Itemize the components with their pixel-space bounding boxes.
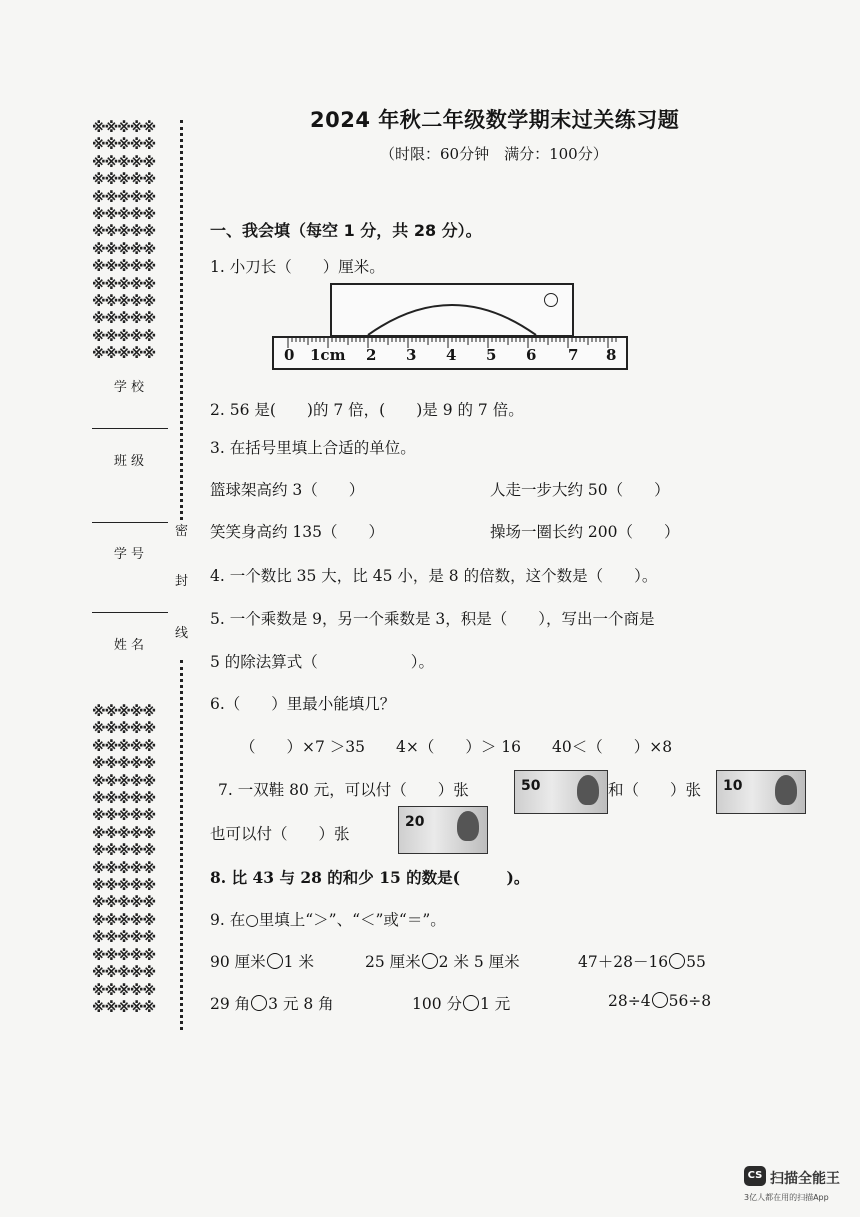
ruler-label-2: 2 xyxy=(366,346,377,364)
ruler-label-1: 1cm xyxy=(310,346,346,364)
question-5-line1: 5. 一个乘数是 9，另一个乘数是 3，积是（ ），写出一个商是 xyxy=(210,610,655,628)
q3-item-3: 笑笑身高约 135（ ） xyxy=(210,523,385,541)
ruler-label-0: 0 xyxy=(284,346,295,364)
question-7-part-a: 7. 一双鞋 80 元，可以付（ ）张 xyxy=(218,781,469,799)
camscanner-tagline: 3亿人都在用的扫描App xyxy=(744,1193,829,1202)
q9-right-6: 56÷8 xyxy=(668,992,712,1010)
question-8: 8. 比 43 与 28 的和少 15 的数是( )。 xyxy=(210,868,530,887)
q6-items: （ ）×7 ＞35 4×（ ）＞ 16 40＜（ ）×8 xyxy=(240,738,673,756)
ruler-label-4: 4 xyxy=(446,346,457,364)
name-label: 姓 名 xyxy=(113,638,145,653)
x-pattern-bottom: ※※※※※ ※※※※※ ※※※※※ ※※※※※ ※※※※※ ※※※※※ ※※※※※ ※※※※※ ※※※※※ ※※※※※ ※※※※※ ※※※※※ ※※※※※ ※※※※※ ※※※※※ ※※※※※ ※※※※※ ※※※※※ xyxy=(92,704,156,1016)
question-7-part-b: 和（ ）张 xyxy=(608,781,702,799)
compare-circle[interactable] xyxy=(463,995,479,1011)
banknote-50 xyxy=(514,770,608,814)
q9-right-4: 3 元 8 角 xyxy=(268,995,334,1013)
banknote-10 xyxy=(716,770,806,814)
banknote-10-value: 10 xyxy=(723,778,743,794)
q9-left-6: 28÷4 xyxy=(608,992,651,1010)
seal-dotted-line-bottom xyxy=(180,660,183,1030)
seal-char-mi: 密 xyxy=(175,524,189,539)
section-heading: 一、我会填（每空 1 分，共 28 分）。 xyxy=(210,221,482,240)
question-9: 9. 在○里填上“＞”、“＜”或“＝”。 xyxy=(210,911,446,929)
seal-char-xian: 线 xyxy=(175,626,189,641)
q9-right-2: 2 米 5 厘米 xyxy=(438,953,520,971)
q9-right-1: 1 米 xyxy=(283,953,314,971)
ruler-label-8: 8 xyxy=(606,346,617,364)
class-label: 班 级 xyxy=(113,454,145,469)
school-label: 学 校 xyxy=(113,380,145,395)
x-pattern-top: ※※※※※ ※※※※※ ※※※※※ ※※※※※ ※※※※※ ※※※※※ ※※※※※ ※※※※※ ※※※※※ ※※※※※ ※※※※※ ※※※※※ ※※※※※ ※※※※※ xyxy=(92,120,156,363)
question-7-part-c: 也可以付（ ）张 xyxy=(210,825,350,843)
question-1: 1. 小刀长（ ）厘米。 xyxy=(210,258,385,276)
q9-right-5: 1 元 xyxy=(480,995,511,1013)
q9-compare-4 xyxy=(210,992,334,1014)
q9-left-2: 25 厘米 xyxy=(365,953,421,971)
question-2: 2. 56 是( )的 7 倍，( )是 9 的 7 倍。 xyxy=(210,401,524,419)
camscanner-logo-icon: CS xyxy=(744,1166,766,1186)
portrait-icon xyxy=(577,775,599,805)
q9-left-3: 47＋28－16 xyxy=(578,953,669,971)
knife-image xyxy=(330,283,574,337)
student-no-line xyxy=(92,612,168,613)
compare-circle[interactable] xyxy=(267,953,283,969)
question-3: 3. 在括号里填上合适的单位。 xyxy=(210,439,416,457)
seal-char-feng: 封 xyxy=(175,574,189,589)
q9-compare-1 xyxy=(210,950,314,972)
portrait-icon xyxy=(457,811,479,841)
q3-item-4: 操场一圈长约 200（ ） xyxy=(490,523,680,541)
q9-left-1: 90 厘米 xyxy=(210,953,266,971)
q9-compare-5 xyxy=(412,992,510,1014)
q3-item-2: 人走一步大约 50（ ） xyxy=(490,481,670,499)
seal-dotted-line-top xyxy=(180,120,183,520)
ruler-label-6: 6 xyxy=(526,346,537,364)
compare-circle[interactable] xyxy=(422,953,438,969)
compare-circle[interactable] xyxy=(251,995,267,1011)
class-line xyxy=(92,522,168,523)
camscanner-name: 扫描全能王 xyxy=(770,1171,840,1187)
q9-compare-3 xyxy=(578,950,706,972)
student-no-label: 学 号 xyxy=(113,547,145,562)
q9-left-5: 100 分 xyxy=(412,995,463,1013)
question-4: 4. 一个数比 35 大，比 45 小，是 8 的倍数，这个数是（ ）。 xyxy=(210,567,658,585)
ruler-label-3: 3 xyxy=(406,346,417,364)
q9-left-4: 29 角 xyxy=(210,995,251,1013)
ruler-image xyxy=(272,336,628,370)
banknote-20-value: 20 xyxy=(405,814,425,830)
q3-item-1: 篮球架高约 3（ ） xyxy=(210,481,365,499)
school-line xyxy=(92,428,168,429)
knife-blade-arc xyxy=(332,285,572,335)
q9-compare-6 xyxy=(608,992,711,1010)
q9-compare-2 xyxy=(365,950,520,972)
question-6: 6.（ ）里最小能填几？ xyxy=(210,695,396,713)
q9-right-3: 55 xyxy=(686,953,706,971)
ruler-label-5: 5 xyxy=(486,346,497,364)
page-title: 2024 年秋二年级数学期末过关练习题 xyxy=(310,108,680,132)
page-subtitle: （时限：60分钟 满分：100分） xyxy=(380,145,608,163)
compare-circle[interactable] xyxy=(669,953,685,969)
portrait-icon xyxy=(775,775,797,805)
ruler-label-7: 7 xyxy=(568,346,579,364)
banknote-50-value: 50 xyxy=(521,778,541,794)
compare-circle[interactable] xyxy=(652,992,668,1008)
banknote-20 xyxy=(398,806,488,854)
question-5-line2: 5 的除法算式（ ）。 xyxy=(210,653,435,671)
